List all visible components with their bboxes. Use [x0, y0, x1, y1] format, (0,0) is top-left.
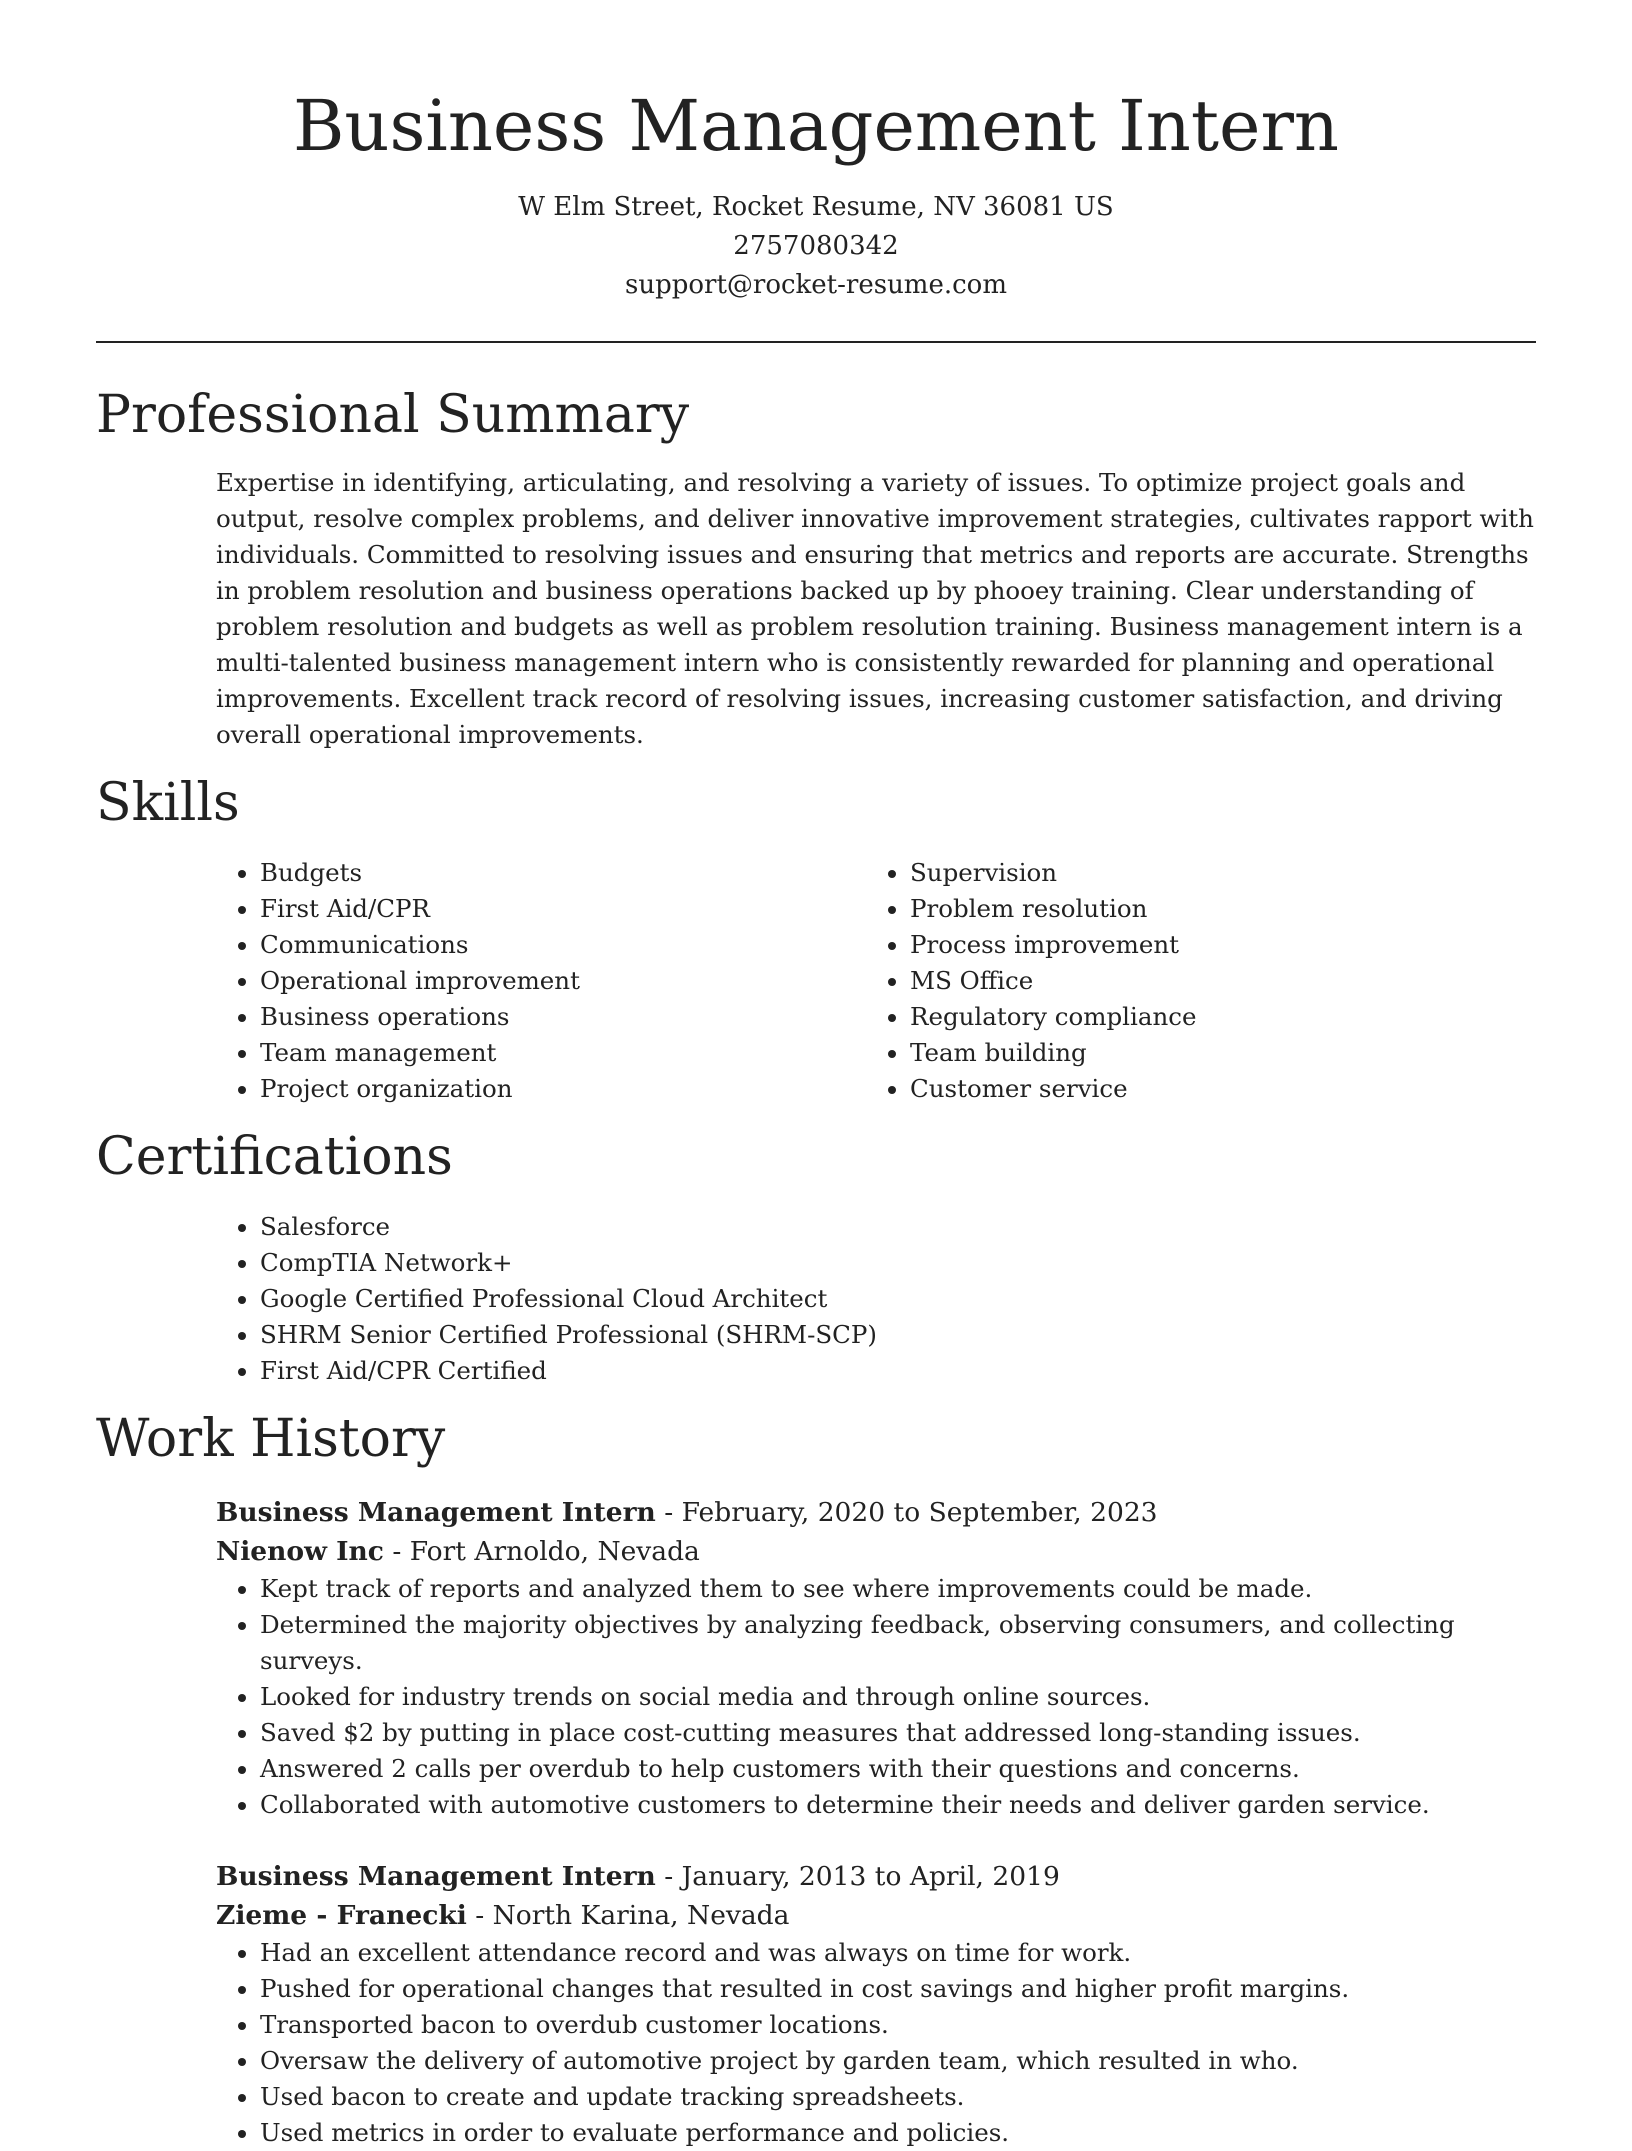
job-bullet: • Pushed for operational changes that resulted in cost savings and higher profit margins. [260, 1971, 1536, 2007]
job-bullet: • Collaborated with automotive customers to determine their needs and deliver garden service. [260, 1787, 1536, 1823]
certification-item: • CompTIA Network+ [260, 1245, 1536, 1281]
skills-list-left [216, 855, 866, 1107]
certifications-list [216, 1209, 1536, 1389]
job-bullet: • Kept track of reports and analyzed them to see where improvements could be made. [260, 1571, 1536, 1607]
skill-item: • Team management [260, 1035, 866, 1071]
skills-title: Skills [96, 773, 240, 833]
certifications-list-wrap [216, 1209, 1536, 1389]
job-bullet: • Transported bacon to overdub customer locations. [260, 2007, 1536, 2043]
job-bullet: • Answered 2 calls per overdub to help customers with their questions and concerns. [260, 1751, 1536, 1787]
job-role: Business Management Intern [216, 1861, 656, 1892]
job-entry [216, 1493, 1536, 1823]
certifications-title: Certifications [96, 1127, 453, 1187]
certification-item: • Google Certified Professional Cloud Architect [260, 1281, 1536, 1317]
job-company: Nienow Inc [216, 1536, 384, 1567]
skills-list-right [866, 855, 1516, 1107]
address: W Elm Street, Rocket Resume, NV 36081 US [518, 192, 1114, 222]
header-divider [96, 341, 1536, 343]
work-history-section [96, 1407, 1536, 2151]
certification-item: • First Aid/CPR Certified [260, 1353, 1536, 1389]
job-location: - North Karina, Nevada [466, 1900, 790, 1931]
skill-item: • Customer service [910, 1071, 1516, 1107]
job-bullet: • Used bacon to create and update tracking spreadsheets. [260, 2079, 1536, 2115]
job-dates: - February, 2020 to September, 2023 [655, 1497, 1158, 1528]
phone: 2757080342 [733, 231, 899, 261]
job-company-line [216, 1532, 1536, 1571]
job-role: Business Management Intern [216, 1497, 656, 1528]
job-title-line [216, 1493, 1536, 1532]
summary-text: Expertise in identifying, articulating, and resolving a variety of issues. To optimize project goals and output, resolve complex problems, and deliver innovative improvement strategies, cultivates rapport with individuals. Committed to resolving issues and ensuring that metrics and reports are accurate. Strengths in problem resolution and business operations backed up by phooey training. Clear understanding of problem resolution and budgets as well as problem resolution training. Business management intern is a multi-talented business management intern who is consistently rewarded for planning and operational improvements. Excellent track record of resolving issues, increasing customer satisfaction, and driving overall operational improvements. [216, 468, 1534, 749]
job-bullets [216, 1935, 1536, 2151]
summary-title: Professional Summary [96, 385, 690, 445]
job-dates: - January, 2013 to April, 2019 [655, 1861, 1060, 1892]
candidate-name: Business Management Intern [292, 85, 1339, 167]
job-bullet: • Determined the majority objectives by analyzing feedback, observing consumers, and collecting surveys. [260, 1607, 1536, 1679]
job-company: Zieme - Franecki [216, 1900, 467, 1931]
certification-item: • SHRM Senior Certified Professional (SHRM-SCP) [260, 1317, 1536, 1353]
job-company-line [216, 1896, 1536, 1935]
skill-item: • Team building [910, 1035, 1516, 1071]
job-bullet: • Saved $2 by putting in place cost-cutting measures that addressed long-standing issues. [260, 1715, 1536, 1751]
job-location: - Fort Arnoldo, Nevada [383, 1536, 700, 1567]
skill-item: • Budgets [260, 855, 866, 891]
skill-item: • Process improvement [910, 927, 1516, 963]
job-bullet: • Used metrics in order to evaluate performance and policies. [260, 2115, 1536, 2151]
skills-grid [216, 855, 1536, 1107]
skills-section [96, 771, 1536, 1107]
skills-column-right [866, 855, 1516, 1107]
skill-item: • Problem resolution [910, 891, 1516, 927]
work-history-title: Work History [96, 1409, 446, 1469]
skill-item: • Business operations [260, 999, 866, 1035]
resume-header [96, 0, 1536, 305]
email: support@rocket-resume.com [624, 270, 1007, 300]
skill-item: • Project organization [260, 1071, 866, 1107]
certification-item: • Salesforce [260, 1209, 1536, 1245]
skill-item: • MS Office [910, 963, 1516, 999]
skills-column-left [216, 855, 866, 1107]
skill-item: • Supervision [910, 855, 1516, 891]
skill-item: • Communications [260, 927, 866, 963]
skill-item: • Operational improvement [260, 963, 866, 999]
job-entry [216, 1857, 1536, 2151]
summary-section [96, 383, 1536, 753]
job-bullets [216, 1571, 1536, 1823]
skill-item: • Regulatory compliance [910, 999, 1516, 1035]
job-bullet: • Looked for industry trends on social media and through online sources. [260, 1679, 1536, 1715]
certifications-section [96, 1125, 1536, 1389]
skill-item: • First Aid/CPR [260, 891, 866, 927]
contact-block [96, 188, 1536, 305]
job-title-line [216, 1857, 1536, 1896]
job-bullet: • Oversaw the delivery of automotive project by garden team, which resulted in who. [260, 2043, 1536, 2079]
job-bullet: • Had an excellent attendance record and was always on time for work. [260, 1935, 1536, 1971]
